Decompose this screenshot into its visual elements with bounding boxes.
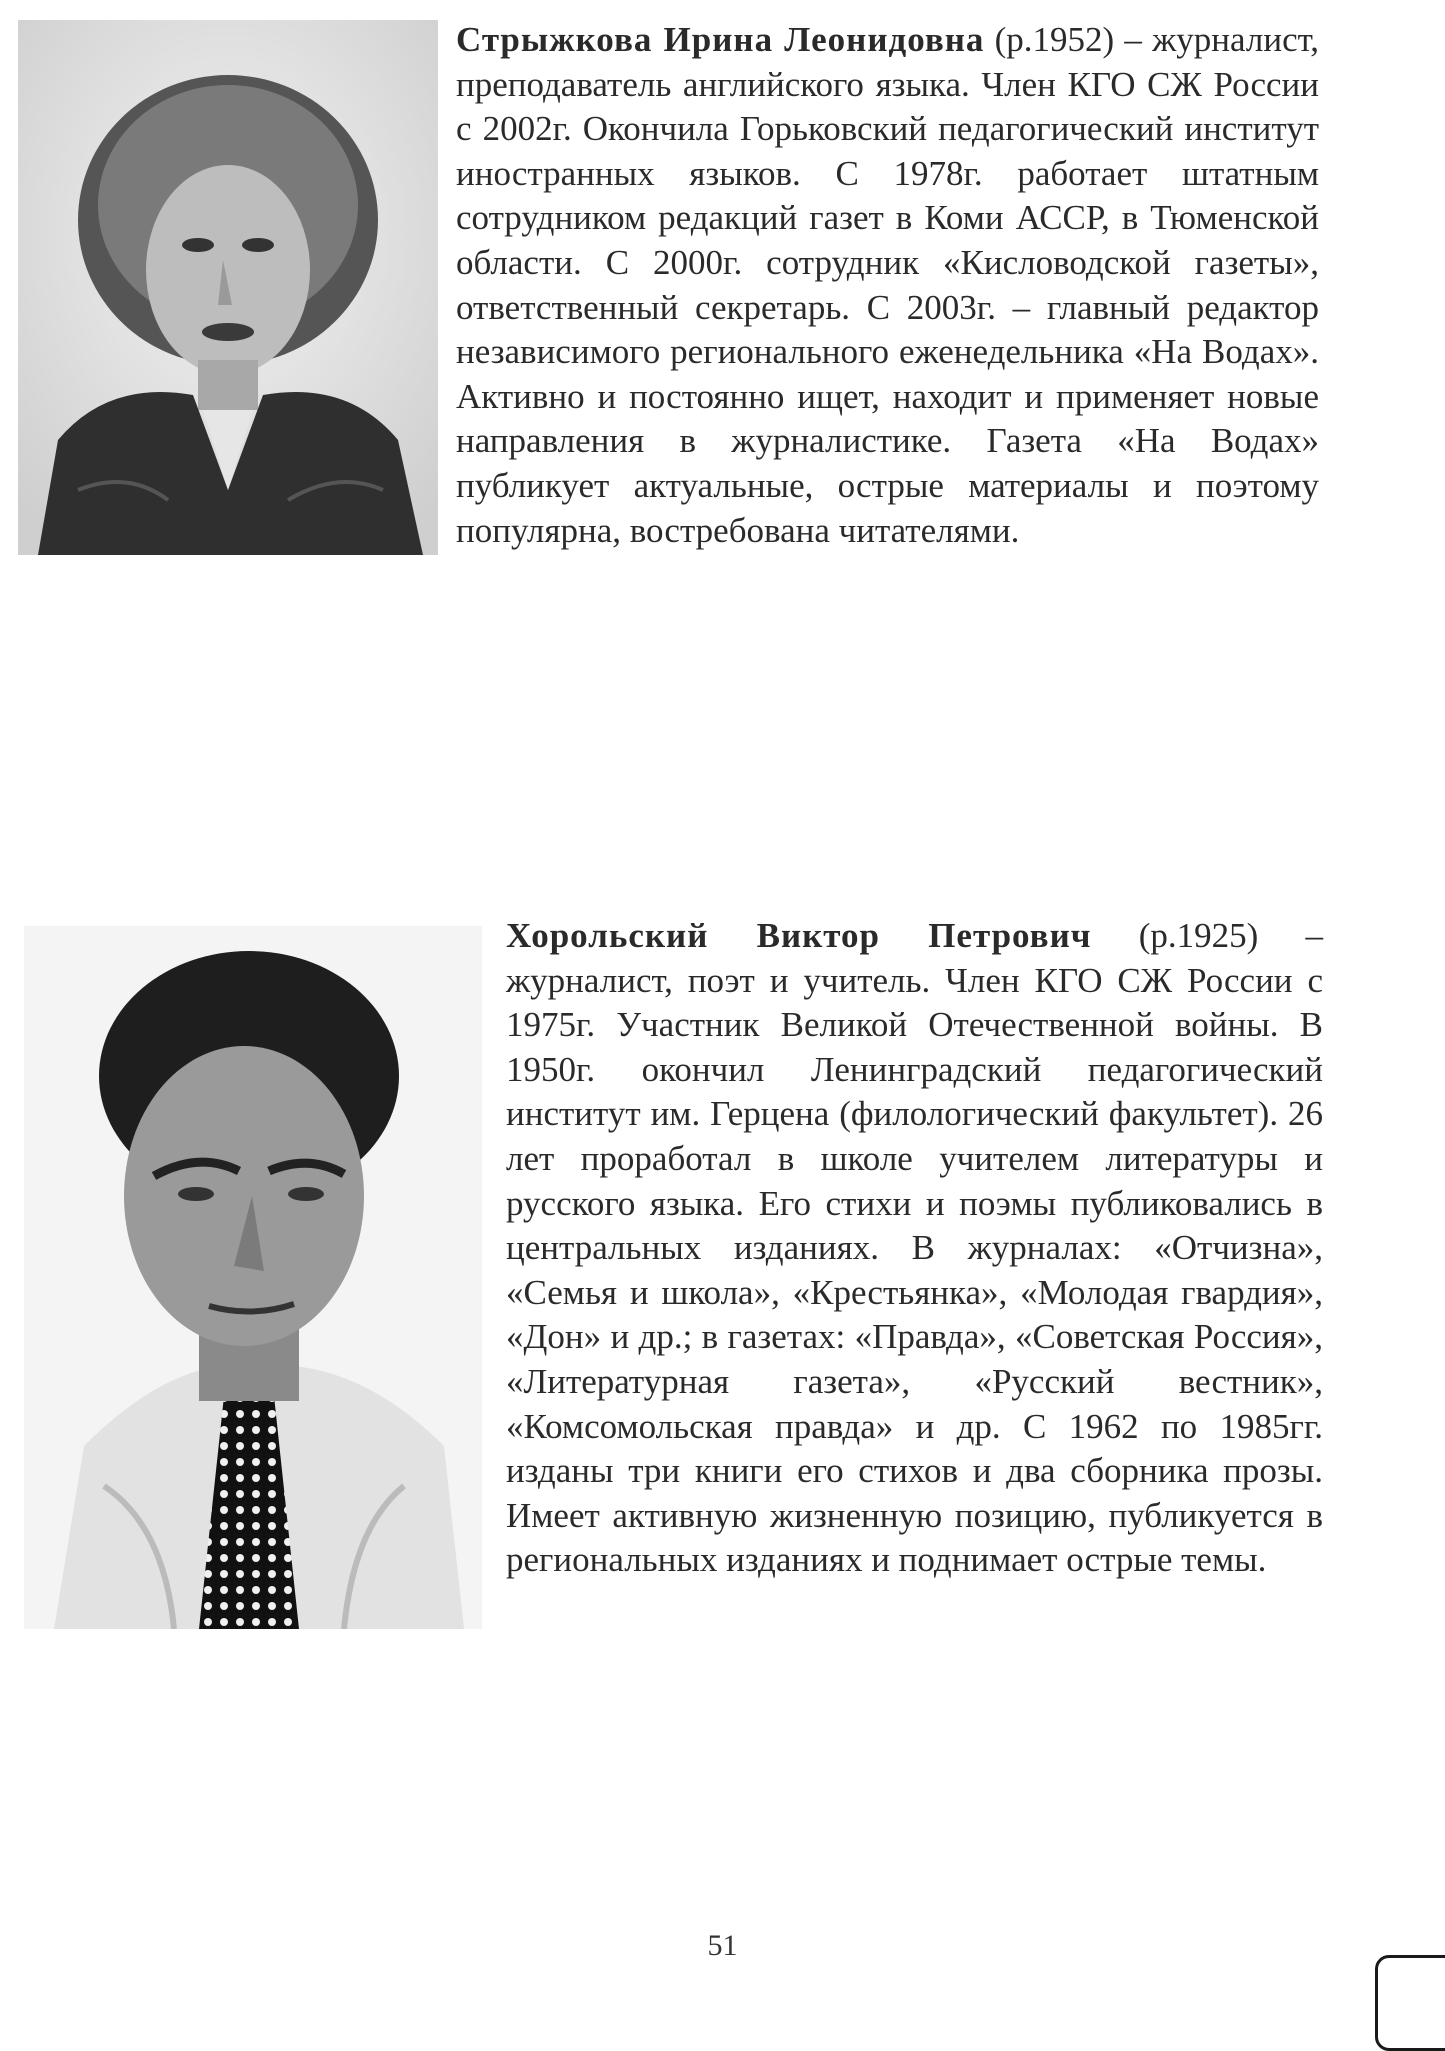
birth-year: (р.1925) <box>1138 916 1259 955</box>
portrait-photo-woman <box>18 20 438 555</box>
person-name: Хорольский Виктор Петрович <box>506 916 1092 955</box>
portrait-photo-man <box>24 926 482 1629</box>
bio-strizhkova <box>22 18 1319 559</box>
person-name: Стрыжкова Ирина Леонидовна <box>456 20 985 59</box>
bio-khorolsky <box>26 914 1323 1633</box>
bio-text: – журналист, поэт и учитель. Член КГО СЖ России с 1975г. Участник Великой Отечественной войны. В 1950г. окончил Ленинградский педагогический институт им. Герцена (филологический факультет). 26 лет проработал в школе учителем литературы и русского языка. Его стихи и поэмы публиковались в центральных изданиях. В журналах: «Отчизна», «Семья и школа», «Крестьянка», «Молодая гвардия», «Дон» и др.; в газетах: «Правда», «Советская Россия», «Литературная газета», «Русский вестник», «Комсомольская правда» и др. С 1962 по 1985гг. изданы три книги его стихов и два сборника прозы. Имеет активную жизненную позицию, публикуется в региональных изданиях и поднимает острые темы. <box>506 916 1324 1580</box>
birth-year: (р.1952) <box>994 20 1115 59</box>
page-number: 51 <box>707 1929 738 1962</box>
scan-corner-mark <box>1375 1955 1445 2051</box>
portrait-man-image <box>24 926 482 1629</box>
portrait-woman-image <box>18 20 438 555</box>
bio-text: – журналист, преподаватель английского языка. Член КГО СЖ России с 2002г. Окончила Горьковский педагогический институт иностранных языков. С 1978г. работает штатным сотрудником редакций газет в Коми АССР, в Тюменской области. С 2000г. сотрудник «Кисловодской газеты», ответственный секретарь. С 2003г. – главный редактор независимого регионального еженедельника «На Водах». Активно и постоянно ищет, находит и применяет новые направления в журналистике. Газета «На Водах» публикует актуальные, острые материалы и поэтому популярна, востребована читателями. <box>456 20 1320 550</box>
